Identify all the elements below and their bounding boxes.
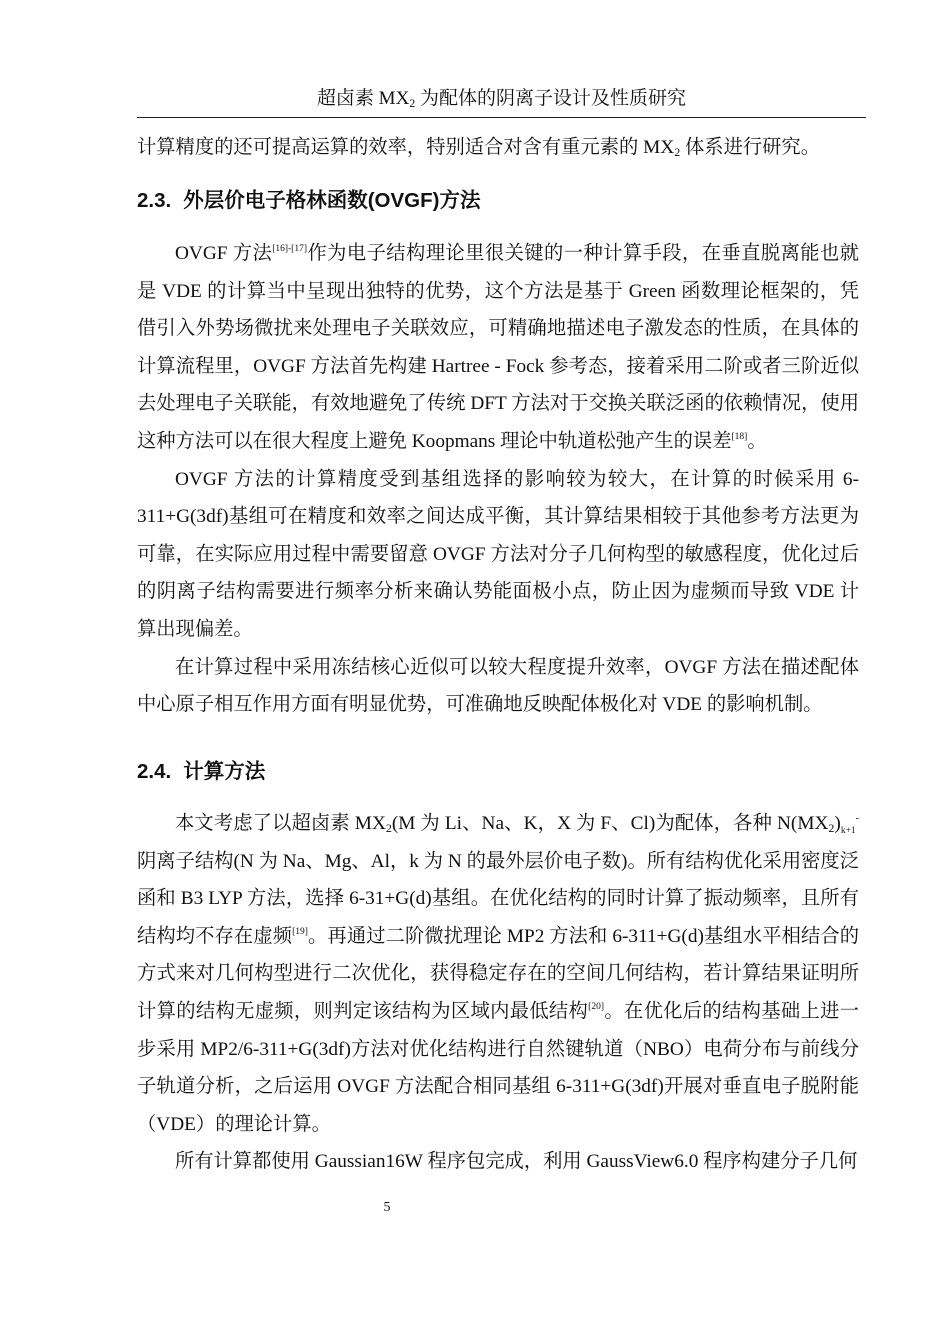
paragraph-software: 所有计算都使用 Gaussian16W 程序包完成，利用 GaussView6.0 程序构建分子几何 bbox=[175, 1151, 858, 1173]
running-header: 超卤素 $MX_2$ 为配体的阴离子设计及性质研究 bbox=[316, 88, 687, 110]
section-heading-2-4: 2.4. 计算方法 bbox=[137, 760, 266, 783]
section-2-4-body bbox=[137, 805, 859, 1181]
section-heading-2-3: 2.3. 外层价电子格林函数(OVGF)方法 bbox=[137, 189, 481, 212]
paragraph-ovgf-basis: OVGF 方法的计算精度受到基组选择的影响较为较大，在计算的时候采用 6-311+G(3df)基组可在精度和效率之间达成平衡，其计算结果相较于其他参考方法更为可靠，在实际应用过程中需要留意 OVGF 方法对分子几何构型的敏感程度，优化过后的阴离子结构需要进行频率分析来确认势能面极小点，防止因为虚频而导致 VDE 计算出现偏差。 bbox=[137, 468, 859, 640]
header-rule bbox=[137, 117, 866, 118]
section-2-3-body bbox=[137, 235, 859, 724]
paragraph-method: 本文考虑了以超卤素 $MX_2(M$ 为 Li、Na、K，X 为 F、Cl)为配体，各种 $N(MX_2)_{k+1}^-$阴离子结构(N 为 Na、Mg、Al，k 为 N 的最外层价电子数)。所有结构优化采用密度泛函和 B3 LYP 方法，选择 6-31+G(d)基组。在优化结构的同时计算了振动频率，且所有结构均不存在虚频[19]。再通过二阶微扰理论 MP2 方法和 6-311+G(d)基组水平相结合的方式来对几何构型进行二次优化，获得稳定存在的空间几何结构，若计算结果证明所计算的结构无虚频，则判定该结构为区域内最低结构[20]。在优化后的结构基础上进一步采用 MP2/6-311+G(3df)方法对优化结构进行自然键轨道（NBO）电荷分布与前线分子轨道分析，之后运用 OVGF 方法配合相同基组 6-311+G(3df)开展对垂直电子脱附能（VDE）的理论计算。 bbox=[137, 813, 860, 1135]
paragraph-ovgf-frozen-core: 在计算过程中采用冻结核心近似可以较大程度提升效率，OVGF 方法在描述配体中心原子相互作用方面有明显优势，可准确地反映配体极化对 VDE 的影响机制。 bbox=[137, 656, 859, 716]
continuation-paragraph: 计算精度的还可提高运算的效率，特别适合对含有重元素的 $MX_2$ 体系进行研究。 bbox=[137, 137, 820, 159]
page-number: 5 bbox=[383, 1200, 391, 1215]
paragraph-ovgf-intro: OVGF 方法[16]-[17]作为电子结构理论里很关键的一种计算手段，在垂直脱离能也就是 VDE 的计算当中呈现出独特的优势，这个方法是基于 Green 函数理论框架的，凭借引入外势场微扰来处理电子关联效应，可精确地描述电子激发态的性质，在具体的计算流程里，OVGF 方法首先构建 Hartree - Fock 参考态，接着采用二阶或者三阶近似去处理电子关联能，有效地避免了传统 DFT 方法对于交换关联泛函的依赖情况，使用这种方法可以在很大程度上避免 Koopmans 理论中轨道松弛产生的误差[18]。 bbox=[137, 243, 859, 452]
